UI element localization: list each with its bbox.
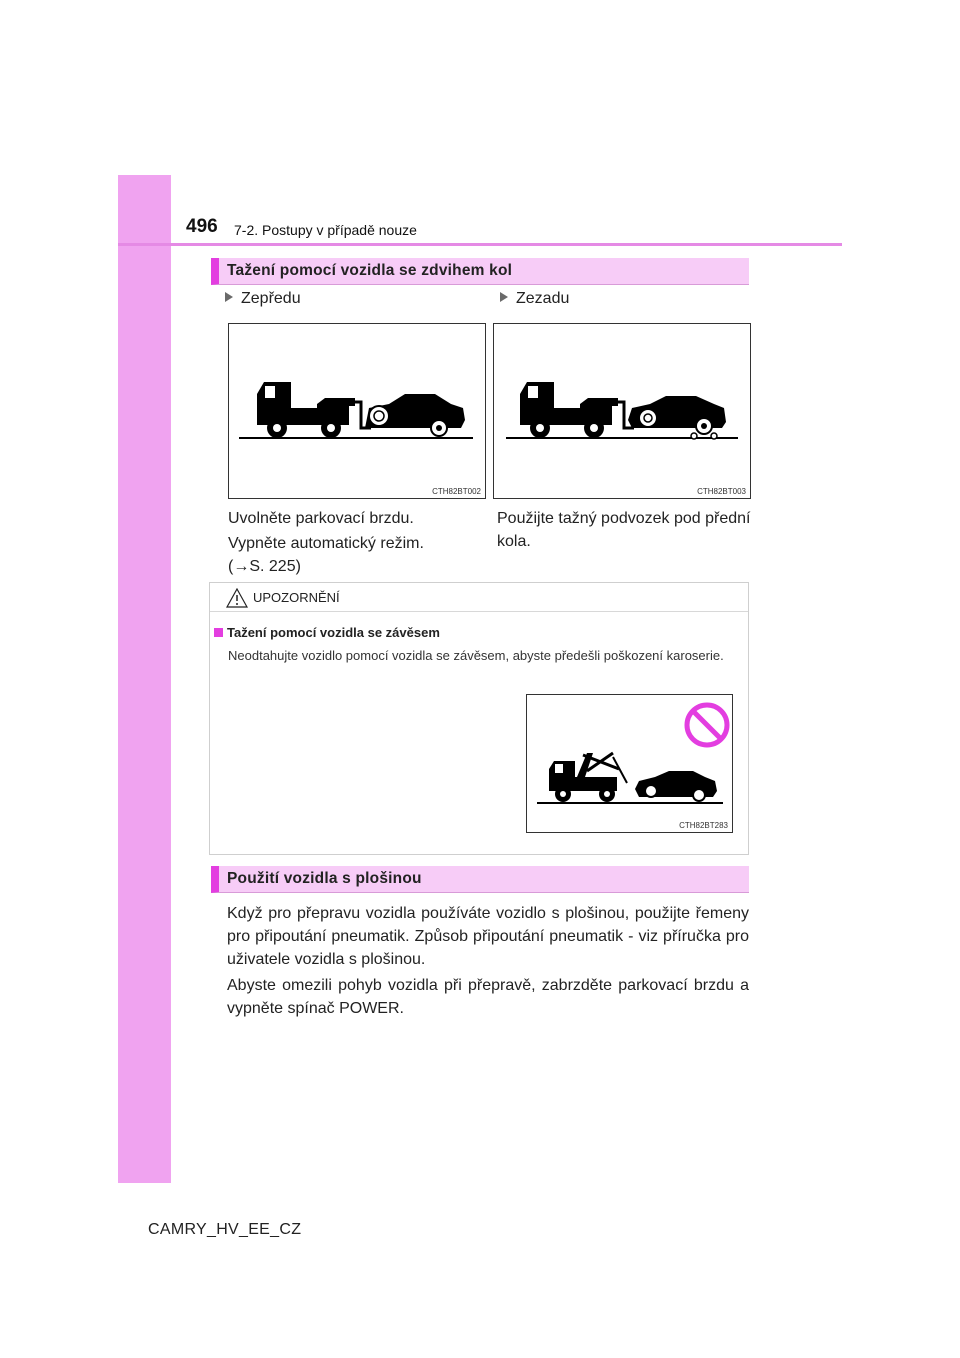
paragraph-flatbed-1: Když pro přepravu vozidla používáte vozidlo s plošinou, použijte řemeny pro připoutání pneumatik. Způsob připoutání pneumatik - viz příručka pro uživatele vozidla s plošinou. — [227, 905, 749, 968]
figure-tow-rear — [493, 323, 751, 499]
figure-sling-tow — [526, 694, 733, 833]
caution-title-text: Tažení pomocí vozidla se závěsem — [227, 625, 440, 640]
arrow-right-icon — [225, 292, 233, 302]
rear-instruction: Použijte tažný podvozek pod přední kola. — [497, 510, 751, 550]
subheading-label: Zezadu — [516, 290, 570, 307]
header-rule — [118, 243, 842, 246]
caution-text: Neodtahujte vozidlo pomocí vozidla se závěsem, abyste předešli poškození karoserie. — [228, 648, 724, 663]
caution-divider — [210, 611, 748, 612]
chapter-title: 7-2. Postupy v případě nouze — [234, 222, 417, 238]
warning-triangle-icon — [226, 588, 248, 608]
page-number: 496 — [186, 216, 218, 237]
subheading-label: Zepředu — [241, 290, 301, 307]
section-title: Tažení pomocí vozidla se zdvihem kol — [227, 262, 513, 279]
figure-code: CTH82BT283 — [679, 821, 728, 830]
square-bullet-icon — [214, 628, 223, 637]
tow-truck-front-illustration — [229, 324, 485, 498]
subheading-front — [225, 290, 301, 308]
section-header-flatbed — [211, 866, 749, 893]
arrow-right-icon — [500, 292, 508, 302]
section-title: Použití vozidla s plošinou — [227, 870, 422, 887]
paragraph-flatbed-2: Abyste omezili pohyb vozidla při přepravě, zabrzděte parkovací brzdu a vypněte spínač POWER. — [227, 977, 749, 1017]
caution-label: UPOZORNĚNÍ — [253, 590, 340, 605]
caution-title — [214, 625, 440, 640]
front-instruction-1: Uvolněte parkovací brzdu. — [228, 510, 414, 527]
figure-tow-front — [228, 323, 486, 499]
section-header-wheel-lift — [211, 258, 749, 285]
caution-box — [209, 582, 749, 855]
sling-tow-prohibited-illustration — [527, 695, 732, 832]
figure-code: CTH82BT002 — [432, 487, 481, 496]
front-instruction-2: Vypněte automatický režim. — [228, 535, 424, 552]
page-reference: (→S. 225) — [228, 558, 301, 575]
figure-code: CTH82BT003 — [697, 487, 746, 496]
tow-truck-rear-illustration — [494, 324, 750, 498]
subheading-rear — [500, 290, 569, 308]
footer-model-code: CAMRY_HV_EE_CZ — [148, 1221, 302, 1238]
sidebar-tab — [118, 175, 171, 1183]
